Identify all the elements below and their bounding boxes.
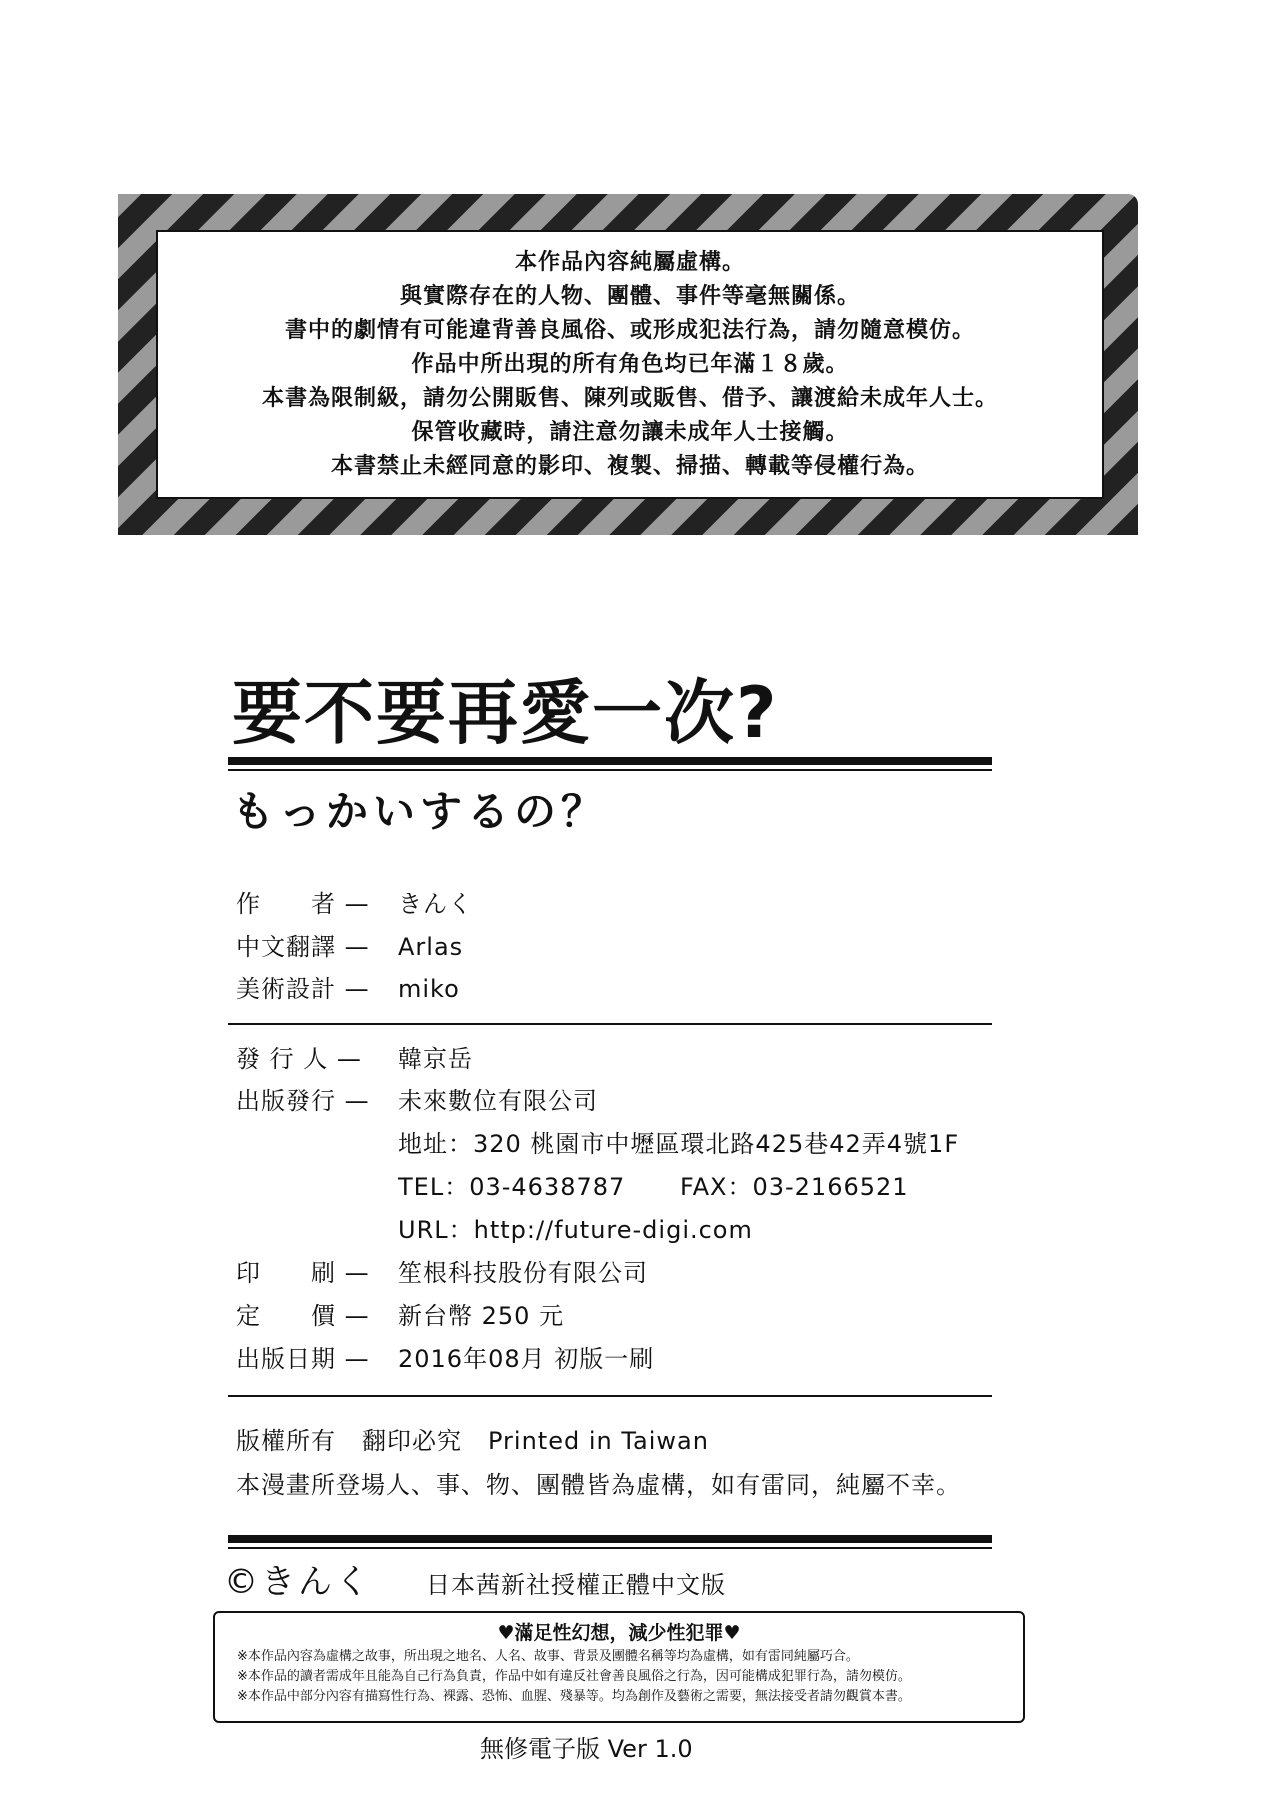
credit-translator-label: 中文翻譯 —: [236, 933, 370, 961]
notice-line-2: ※本作品的讀者需成年且能為自己行為負責，作品中如有違反社會善良風俗之行為，因可能構成犯罪行為，請勿模仿。: [237, 1669, 911, 1684]
copyright-printed: Printed in Taiwan: [488, 1427, 709, 1455]
publisher-row: [236, 1043, 473, 1075]
price-value: 新台幣 250 元: [398, 1302, 565, 1330]
publisher-value: 韓京岳: [398, 1045, 473, 1073]
date-row: [236, 1343, 654, 1375]
copyright-line: [236, 1424, 735, 1458]
warning-line-5: 本書為限制級，請勿公開販售、陳列或販售、借予、讓渡給未成年人士。: [261, 385, 998, 411]
date-label: 出版日期 —: [236, 1345, 370, 1373]
copyright-disclaimer: 本漫畫所登場人、事、物、團體皆為虛構，如有雷同，純屬不幸。: [236, 1471, 961, 1499]
publisher-fax: FAX：03-2166521: [680, 1173, 909, 1201]
price-label: 定 價 —: [236, 1302, 370, 1330]
warning-line-7: 本書禁止未經同意的影印、複製、掃描、轉載等侵權行為。: [330, 453, 929, 479]
copyright-rights: 版權所有: [236, 1427, 336, 1455]
issuer-row: [236, 1085, 598, 1117]
notice-line-3: ※本作品中部分內容有描寫性行為、裸露、恐怖、血腥、殘暴等。均為創作及藝術之需要，無法接受者請勿觀賞本書。: [237, 1689, 911, 1704]
issuer-label: 出版發行 —: [236, 1087, 370, 1115]
credit-author: [236, 888, 473, 920]
book-title: 要不要再愛一次?: [232, 672, 779, 754]
credit-translator-value: Arlas: [398, 933, 464, 961]
credit-translator: [236, 931, 463, 963]
bottom-rule-thin: [228, 1547, 992, 1549]
publisher-address: 地址：320 桃園市中壢區環北路425巷42弄4號1F: [398, 1130, 960, 1158]
bottom-rule-thick: [228, 1535, 992, 1543]
credit-author-label: 作 者 —: [236, 890, 370, 918]
price-row: [236, 1300, 564, 1332]
issuer-value: 未來數位有限公司: [398, 1087, 598, 1115]
printer-value: 笙根科技股份有限公司: [398, 1259, 648, 1287]
warning-line-1: 本作品內容純屬虛構。: [514, 249, 745, 275]
publisher-label: 發 行 人 —: [236, 1045, 362, 1073]
divider-2: [228, 1395, 992, 1397]
credit-author-value: きんく: [398, 890, 473, 918]
version-label: 無修電子版 Ver 1.0: [480, 1735, 693, 1763]
credit-art-label: 美術設計 —: [236, 975, 370, 1003]
warning-line-4: 作品中所出現的所有角色均已年滿１８歲。: [411, 351, 849, 377]
publisher-tel: TEL：03-4638787: [398, 1173, 626, 1201]
notice-line-1: ※本作品內容為虛構之故事，所出現之地名、人名、故事、背景及團體名稱等均為虛構，如有雷同純屬巧合。: [237, 1649, 859, 1664]
title-rule-thick: [228, 757, 992, 765]
credit-art-design: [236, 973, 460, 1005]
license-row: [224, 1560, 726, 1604]
notice-box: [213, 1611, 1025, 1723]
printer-row: [236, 1257, 648, 1289]
date-value: 2016年08月 初版一刷: [398, 1345, 655, 1373]
warning-line-2: 與實際存在的人物、團體、事件等毫無關係。: [399, 283, 860, 309]
copyright-no-copy: 翻印必究: [362, 1427, 462, 1455]
printer-label: 印 刷 —: [236, 1259, 370, 1287]
book-subtitle: もっかいするの？: [232, 787, 609, 836]
divider-1: [228, 1023, 992, 1025]
title-rule-thin: [228, 769, 992, 771]
warning-text-box: [156, 230, 1104, 499]
copyright-author: ©きんく: [224, 1562, 372, 1602]
warning-line-3: 書中的劇情有可能違背善良風俗、或形成犯法行為，請勿隨意模仿。: [284, 317, 975, 343]
credit-art-value: miko: [398, 975, 460, 1003]
publisher-url: URL：http://future-digi.com: [398, 1216, 753, 1244]
warning-line-6: 保管收藏時，請注意勿讓未成年人士接觸。: [411, 419, 849, 445]
license-text: 日本茜新社授權正體中文版: [426, 1571, 726, 1599]
warning-striped-frame: [118, 194, 1138, 535]
notice-heading: ♥滿足性幻想，減少性犯罪♥: [497, 1622, 741, 1644]
